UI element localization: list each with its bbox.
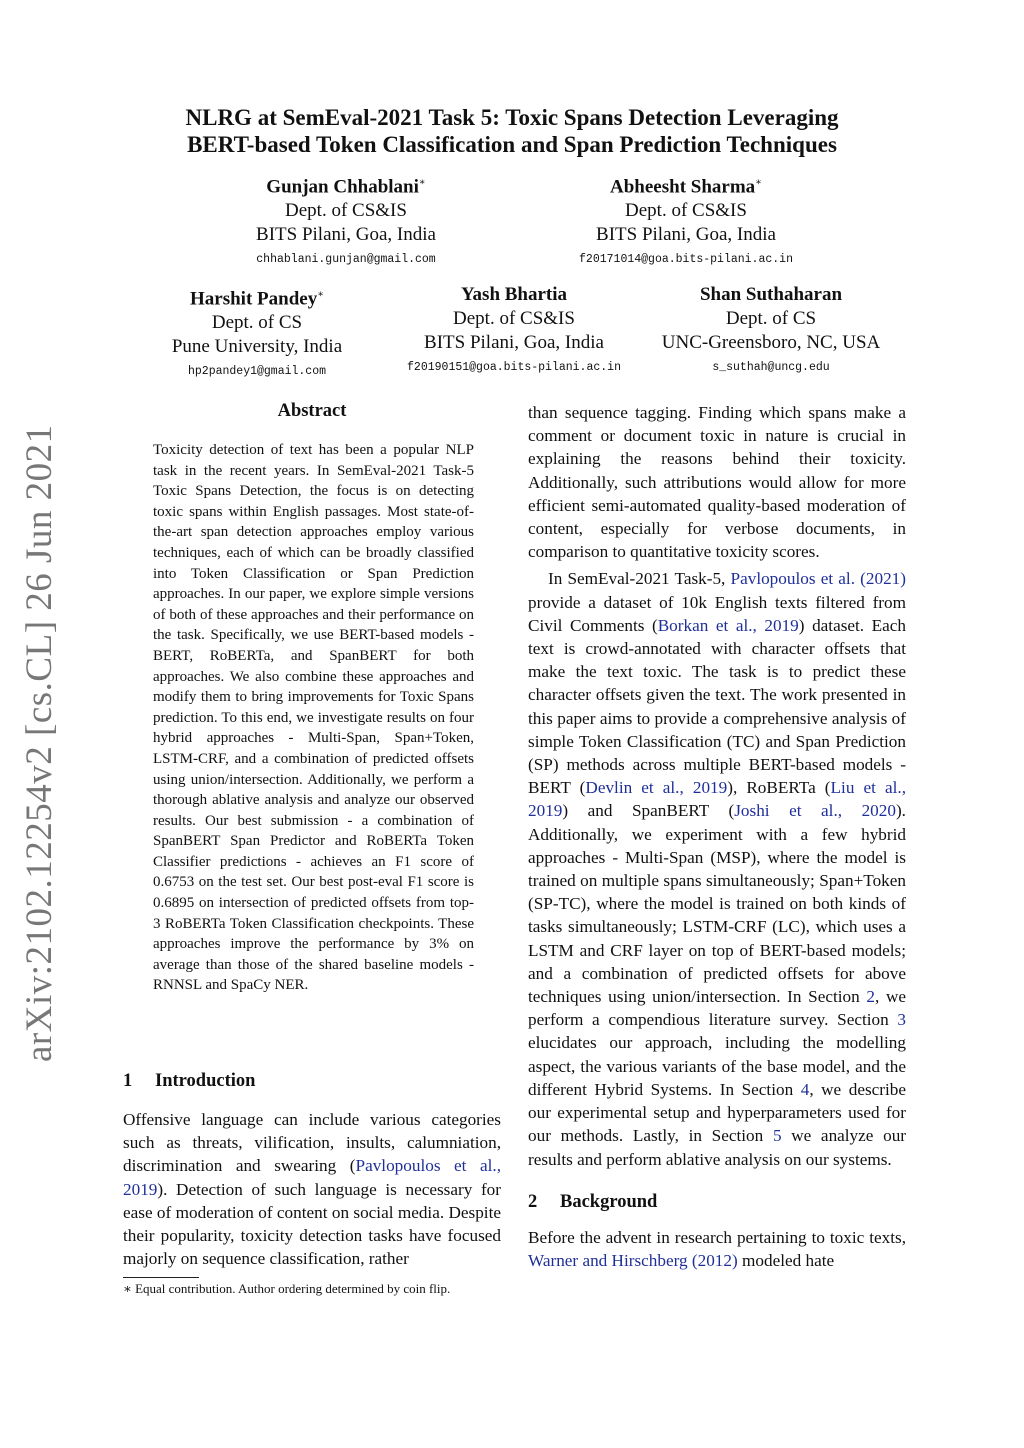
author-affiliation: BITS Pilani, Goa, India [424, 332, 604, 353]
text-run: In SemEval-2021 Task-5, [548, 569, 731, 589]
text-run: ). Detection of such language is necessary for ease of moderation of content on social media. Despite their popularity, toxicity detection tasks have focused majorly on sequence classification, rather [123, 1179, 501, 1269]
citation-link[interactable]: Liu et al., 2019 [528, 778, 906, 821]
text-run: ) and SpanBERT ( [562, 801, 735, 821]
author-affiliation: BITS Pilani, Goa, India [596, 224, 776, 246]
author-affiliation: BITS Pilani, Goa, India [256, 224, 436, 246]
paragraph [528, 567, 906, 1170]
right-column [528, 401, 906, 1272]
text-run: , we perform a compendious literature survey. Section [528, 987, 906, 1030]
abstract-heading: Abstract [277, 401, 347, 421]
author-block [384, 283, 644, 377]
text-run: ) dataset. Each text is crowd-annotated with character offsets that make the text toxic. The task is to predict these character offsets given the text. The work presented in this paper aims to provide a comprehensive analysis of simple Token Classification (TC) and Span Prediction (SP) methods across multiple BERT-based models - BERT ( [528, 615, 906, 798]
equal-contribution-mark: ∗ [755, 177, 762, 188]
author-block [196, 171, 496, 269]
section-ref-link[interactable]: 3 [897, 1010, 906, 1030]
author-name: Yash Bhartia [460, 284, 568, 305]
arxiv-identifier: arXiv:2102.12254v2 [cs.CL] 26 Jun 2021 [19, 424, 60, 1062]
author-email[interactable]: f20190151@goa.bits-pilani.ac.in [407, 361, 621, 374]
text-run: Before the advent in research pertaining to toxic texts, [528, 1227, 906, 1247]
author-block [641, 283, 901, 377]
text-run: ). Additionally, we experiment with a few hybrid approaches - Multi-Span (MSP), where the model is trained on multiple spans simultaneously; Span+Token (SP-TC), where the model is trained on both kinds of tasks simultaneously; LSTM-CRF (LC), which uses a LSTM and CRF layer on top of BERT-based models; and a combination of predicted offsets for above techniques using union/intersection. In Section [528, 801, 906, 1007]
author-dept: Dept. of CS [211, 312, 303, 334]
text-run: ), RoBERTa ( [727, 778, 831, 798]
author-email[interactable]: s_suthah@uncg.edu [712, 361, 830, 374]
section-number: 1 [123, 1071, 133, 1091]
section-number: 2 [528, 1191, 538, 1212]
footnote: ∗ Equal contribution. Author ordering determined by coin flip. [123, 1281, 451, 1296]
author-name: Shan Suthaharan [699, 284, 843, 305]
citation-link[interactable]: Pavlopoulos et al., 2019 [123, 1156, 501, 1199]
paragraph: than sequence tagging. Finding which spans make a comment or document toxic in nature is crucial in explaining the reasons behind their toxicity. Additionally, such attributions would allow for more efficient semi-automated quality-based moderation of content, especially for verbose documents, in comparison to quantitative toxicity scores. [528, 403, 906, 562]
citation-link[interactable]: Devlin et al., 2019 [585, 778, 728, 798]
section-heading-introduction [123, 1071, 501, 1092]
paragraph [528, 1226, 906, 1272]
author-email[interactable]: f20171014@goa.bits-pilani.ac.in [579, 253, 793, 267]
title-line-1: NLRG at SemEval-2021 Task 5: Toxic Spans Detection Leveraging [185, 105, 839, 130]
citation-link[interactable]: Pavlopoulos et al. (2021) [730, 569, 906, 589]
text-run: , we describe our experimental setup and hyperparameters used for our methods. Lastly, in Section [528, 1079, 906, 1146]
section-title: Introduction [155, 1071, 256, 1091]
author-affiliation: UNC-Greensboro, NC, USA [661, 332, 881, 353]
text-run: provide a dataset of 10k English texts filtered from Civil Comments ( [528, 592, 906, 635]
text-run: we analyze our results and perform ablative analysis on our systems. [528, 1126, 907, 1169]
author-email[interactable]: chhablani.gunjan@gmail.com [256, 253, 436, 267]
abstract-text: Toxicity detection of text has been a popular NLP task in the recent years. In SemEval-2021 Task-5 Toxic Spans Detection, the focus is on detecting toxic spans within English passages. Most state-of-the-art span detection approaches employ various techniques, each of which can be broadly classified into Token Classification or Span Prediction approaches. In our paper, we explore simple versions of both of these approaches and their performance on the task. Specifically, we use BERT-based models - BERT, RoBERTa, and SpanBERT for both approaches. We also combine these approaches and modify them to bring improvements for Toxic Spans prediction. To this end, we investigate results on four hybrid approaches - Multi-Span, Span+Token, LSTM-CRF, and a combination of predicted offsets using union/intersection. Additionally, we perform a thorough ablative analysis and analyze our observed results. Our best submission - a combination of SpanBERT Span Predictor and RoBERTa Token Classifier predictions - achieves an F1 score of 0.6753 on the test set. Our best post-eval F1 score is 0.6895 on intersection of predicted offsets from top-3 RoBERTa Token Classification checkpoints. These approaches improve the performance by 3% on average than those of the shared baseline models - RNNSL and SpaCy NER. [153, 442, 474, 994]
section-ref-link[interactable]: 4 [800, 1079, 810, 1099]
author-block [536, 171, 836, 269]
citation-link[interactable]: Warner and Hirschberg (2012) [528, 1251, 738, 1271]
equal-contribution-mark: ∗ [418, 177, 426, 188]
equal-contribution-mark: ∗ [317, 289, 324, 300]
author-block [127, 283, 387, 381]
author-email[interactable]: hp2pandey1@gmail.com [187, 365, 327, 379]
text-run: elucidates our approach, including the modelling aspect, the various variants of the base model, and the different Hybrid Systems. In Section [528, 1033, 906, 1099]
section-ref-link[interactable]: 2 [866, 987, 875, 1007]
citation-link[interactable]: Joshi et al., 2020 [734, 801, 896, 821]
arxiv-side-stamp [18, 424, 78, 1062]
section-ref-link[interactable]: 5 [772, 1126, 782, 1146]
author-name: Harshit Pandey [190, 288, 318, 310]
author-dept: Dept. of CS&IS [625, 200, 747, 222]
footnote-rule [123, 1277, 199, 1278]
citation-link[interactable]: Borkan et al., 2019 [657, 615, 799, 635]
author-dept: Dept. of CS&IS [453, 308, 575, 329]
text-run: Offensive language can include various categories such as threats, vilification, insults, calumniation, discrimination and swearing ( [123, 1110, 501, 1176]
section-title: Background [560, 1191, 658, 1212]
author-name: Abheesht Sharma [610, 176, 756, 198]
paper-title [0, 104, 1024, 158]
introduction-paragraph [123, 1108, 501, 1270]
section-heading-background [528, 1191, 906, 1214]
author-dept: Dept. of CS&IS [285, 200, 407, 222]
title-line-2: BERT-based Token Classification and Span Prediction Techniques [187, 132, 837, 157]
author-dept: Dept. of CS [725, 308, 817, 329]
text-run: modeled hate [737, 1251, 835, 1271]
author-affiliation: Pune University, India [171, 336, 343, 358]
author-name: Gunjan Chhablani [266, 176, 419, 198]
